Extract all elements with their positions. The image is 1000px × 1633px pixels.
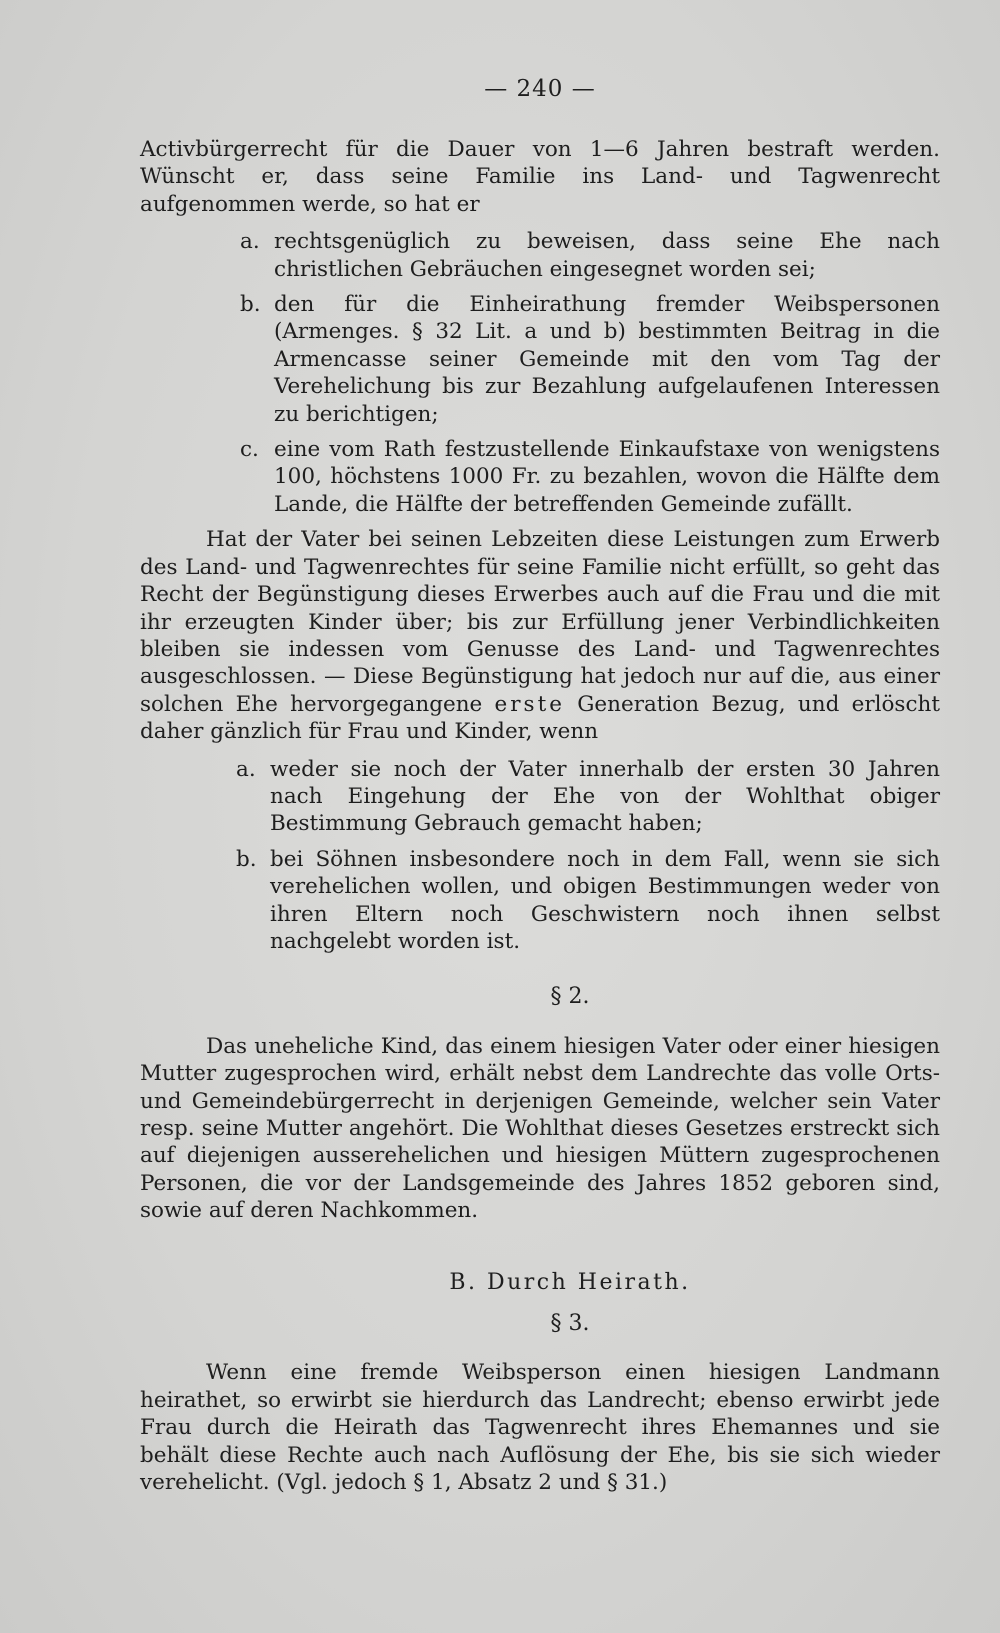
- list-item-text: weder sie noch der Vater innerhalb der ersten 30 Jahren nach Eingehung der Ehe von der Wohlthat obiger Bestimmung Gebrauch gemacht haben;: [270, 756, 940, 837]
- list-item-text: bei Söhnen insbesondere noch in dem Fall, wenn sie sich verehelichen wollen, und obigen Bestimmungen weder von ihren Eltern noch Geschwistern noch ihnen selbst nachgelebt worden ist.: [270, 846, 940, 954]
- list-marker: a.: [240, 229, 260, 255]
- expiry-conditions-list: [236, 756, 940, 956]
- list-item: [236, 846, 940, 956]
- conditions-list: [240, 228, 940, 518]
- list-item: [240, 228, 940, 283]
- list-marker: a.: [236, 756, 256, 782]
- father-paragraph-part-1: Hat der Vater bei seinen Lebzeiten diese Leistungen zum Erwerb des Land- und Tagwenrechtes für seine Familie nicht erfüllt, so geht das Recht der Begünstigung dieses Erwerbes auch auf die Frau und die mit ihr erzeugten Kinder über; bis zur Erfüllung jener Verbindlichkeiten bleiben sie indessen vom Genusse des Land- und Tagwenrechtes ausgeschlossen. — Diese Begünstigung hat jedoch nur auf die, aus einer solchen Ehe hervorgegangene: [140, 527, 940, 717]
- list-item-text: rechtsgenüglich zu beweisen, dass seine Ehe nach christlichen Gebräuchen eingesegnet worden sei;: [274, 229, 940, 282]
- list-item-text: eine vom Rath festzustellende Einkaufstaxe von wenigstens 100, höchstens 1000 Fr. zu bezahlen, wovon die Hälfte dem Lande, die Hälfte der betreffenden Gemeinde zufällt.: [274, 437, 940, 517]
- list-marker: b.: [240, 292, 261, 318]
- list-item-text: den für die Einheirathung fremder Weibspersonen (Armenges. § 32 Lit. a und b) bestimmten Beitrag in die Armencasse seiner Gemeinde mit den vom Tag der Verehelichung bis zur Bezahlung aufgelaufenen Interessen zu berichtigen;: [274, 292, 940, 427]
- spaced-word: erste: [494, 691, 565, 717]
- page-number: — 240 —: [484, 76, 596, 102]
- father-paragraph: [140, 526, 940, 745]
- list-marker: c.: [240, 437, 259, 463]
- page-body: [140, 136, 940, 1496]
- marriage-paragraph: Wenn eine fremde Weibsperson einen hiesigen Landmann heirathet, so erwirbt sie hierdurch das Landrecht; ebenso erwirbt jede Frau durch die Heirath das Tagwenrecht ihres Ehemannes und sie behält diese Rechte auch nach Auflösung der Ehe, bis sie sich wieder verehelicht. (Vgl. jedoch § 1, Absatz 2 und § 31.): [140, 1360, 940, 1496]
- intro-paragraph: Activbürgerrecht für die Dauer von 1—6 Jahren bestraft werden. Wünscht er, dass seine Familie ins Land- und Tagwenrecht aufgenommen werde, so hat er: [140, 137, 940, 217]
- section-heading-2: § 2.: [550, 984, 590, 1010]
- father-paragraph-part-2: Generation Bezug, und erlöscht daher gänzlich für Frau und Kinder, wenn: [140, 691, 940, 745]
- list-item: [240, 291, 940, 428]
- section-heading-3: § 3.: [550, 1311, 590, 1337]
- list-item: [236, 756, 940, 838]
- list-marker: b.: [236, 846, 257, 872]
- subheading-marriage: B. Durch Heirath.: [449, 1269, 691, 1295]
- list-item: [240, 436, 940, 518]
- illegitimate-child-paragraph: Das uneheliche Kind, das einem hiesigen Vater oder einer hiesigen Mutter zugesprochen wird, erhält nebst dem Landrechte das volle Orts- und Gemeindebürgerrecht in derjenigen Gemeinde, welcher sein Vater resp. seine Mutter angehört. Die Wohlthat dieses Gesetzes erstreckt sich auf diejenigen ausserehelichen und hiesigen Müttern zugesprochenen Personen, die vor der Landsgemeinde des Jahres 1852 geboren sind, sowie auf deren Nachkommen.: [140, 1033, 940, 1224]
